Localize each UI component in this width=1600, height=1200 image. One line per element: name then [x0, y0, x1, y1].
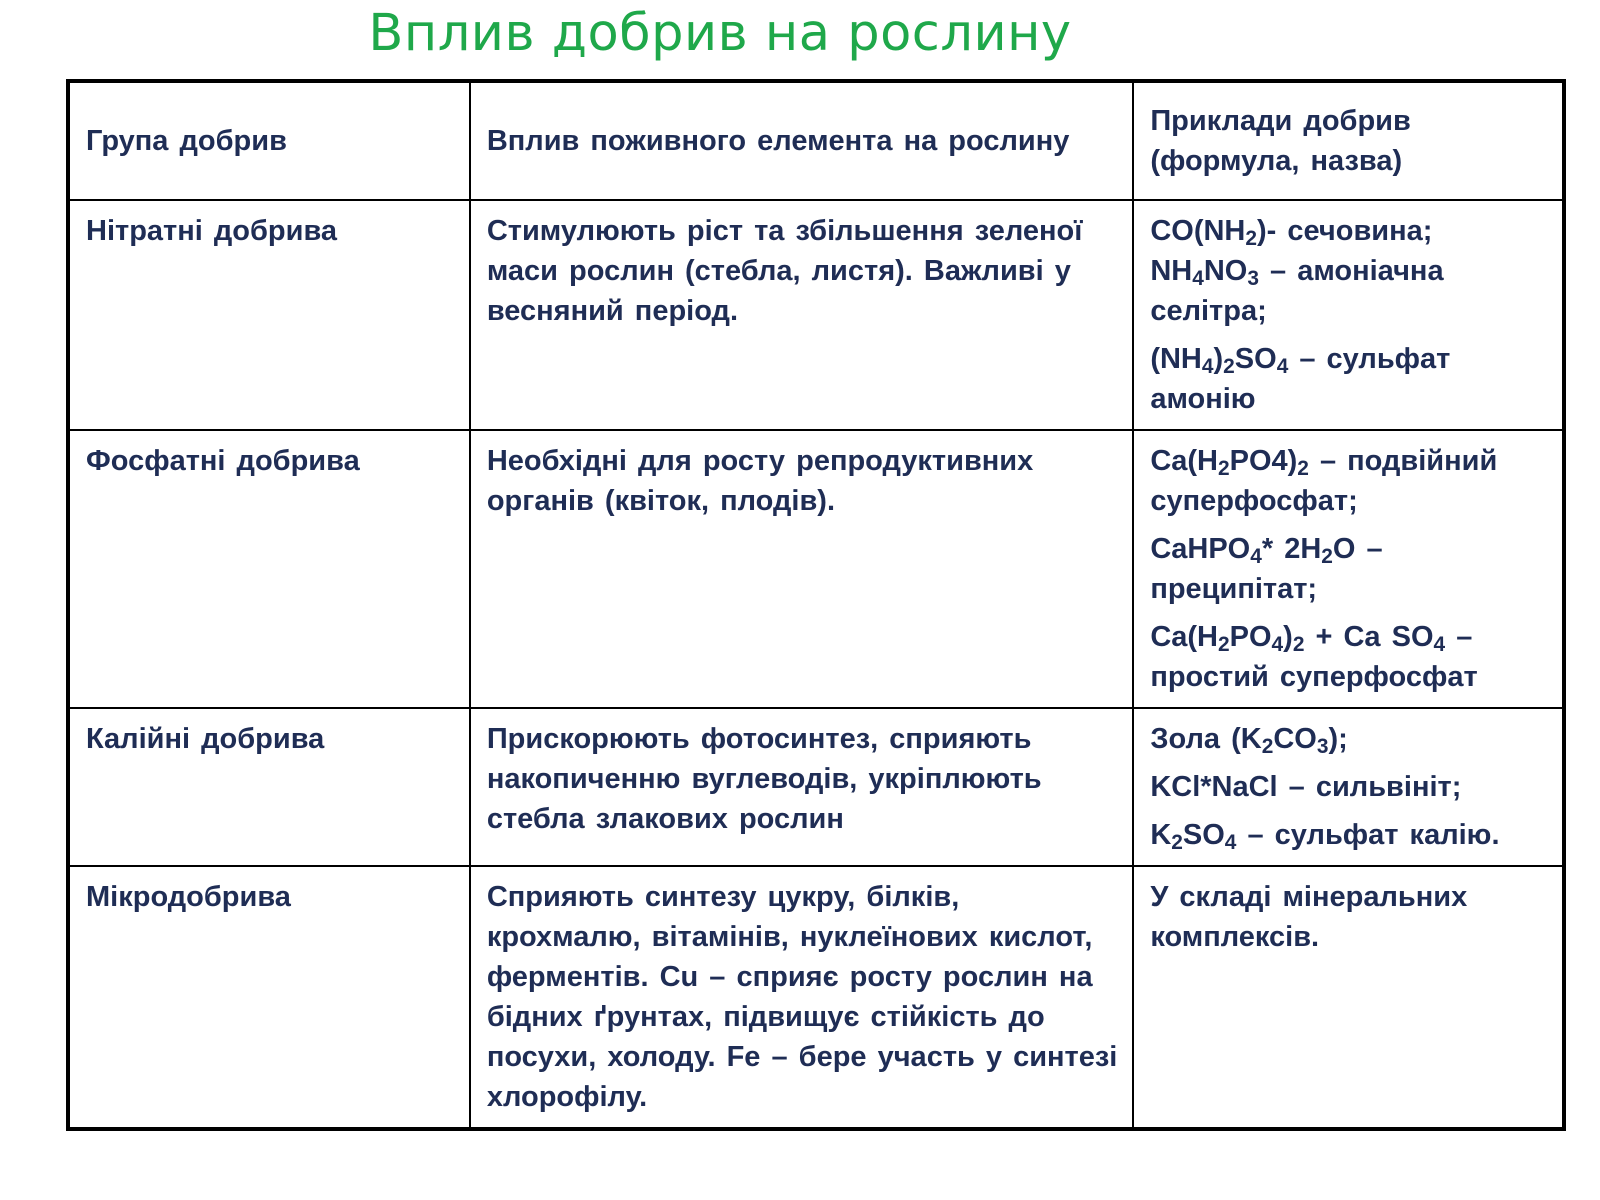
cell-examples: [1133, 430, 1564, 708]
cell-effect: Сприяють синтезу цукру, білків, крохмалю, вітамінів, нуклеїнових кислот, ферментів. Cu – сприяє росту рослин на бідних ґрунтах, підвищує стійкість до посухи, холоду. Fe – бере участь у синтезі хлорофілу.: [470, 866, 1134, 1129]
cell-group: Калійні добрива: [68, 708, 470, 866]
header-examples: Приклади добрив (формула, назва): [1133, 81, 1564, 200]
cell-group: Мікродобрива: [68, 866, 470, 1129]
example-line: $Ca(H_2PO4)_2$ – подвійний суперфосфат;: [1150, 445, 1498, 517]
example-line: У складі мінеральних комплексів.: [1150, 881, 1468, 953]
example-line: Зола $(K_2CO_3)$;: [1150, 723, 1348, 759]
table-row: [68, 708, 1564, 866]
cell-examples: [1133, 708, 1564, 866]
table-row: [68, 866, 1564, 1129]
header-group: Група добрив: [68, 81, 470, 200]
page-title: Вплив добрив на рослину: [368, 4, 1072, 63]
cell-group: Фосфатні добрива: [68, 430, 470, 708]
table-header-row: [68, 81, 1564, 200]
cell-group: Нітратні добрива: [68, 200, 470, 430]
cell-effect: Прискорюють фотосинтез, сприяють накопиченню вуглеводів, укріплюють стебла злакових рослин: [470, 708, 1134, 866]
header-effect: Вплив поживного елемента на рослину: [470, 81, 1134, 200]
example-line: CaHPO$_4$* $2H_2O$ – преципітат;: [1150, 533, 1383, 605]
example-line: $CO(NH_2)-$ сечовина; $NH_4NO_3$ – амоніачна селітра;: [1150, 215, 1444, 327]
example-line: $K_2SO_4$ – сульфат калію.: [1150, 819, 1500, 855]
example-line: KCl*NaCl – сильвініт;: [1150, 771, 1462, 803]
example-line: $Ca(H_2PO_4)_2 + Ca$ $SO_4$ – простий суперфосфат: [1150, 621, 1478, 693]
cell-examples: [1133, 866, 1564, 1129]
cell-effect: Необхідні для росту репродуктивних органів (квіток, плодів).: [470, 430, 1134, 708]
fertilizer-table: [66, 79, 1566, 1131]
cell-examples: [1133, 200, 1564, 430]
example-line: $(NH_4)_2SO_4$ – сульфат амонію: [1150, 343, 1451, 415]
table-row: [68, 430, 1564, 708]
cell-effect: Стимулюють ріст та збільшення зеленої маси рослин (стебла, листя). Важливі у весняний період.: [470, 200, 1134, 430]
table-row: [68, 200, 1564, 430]
